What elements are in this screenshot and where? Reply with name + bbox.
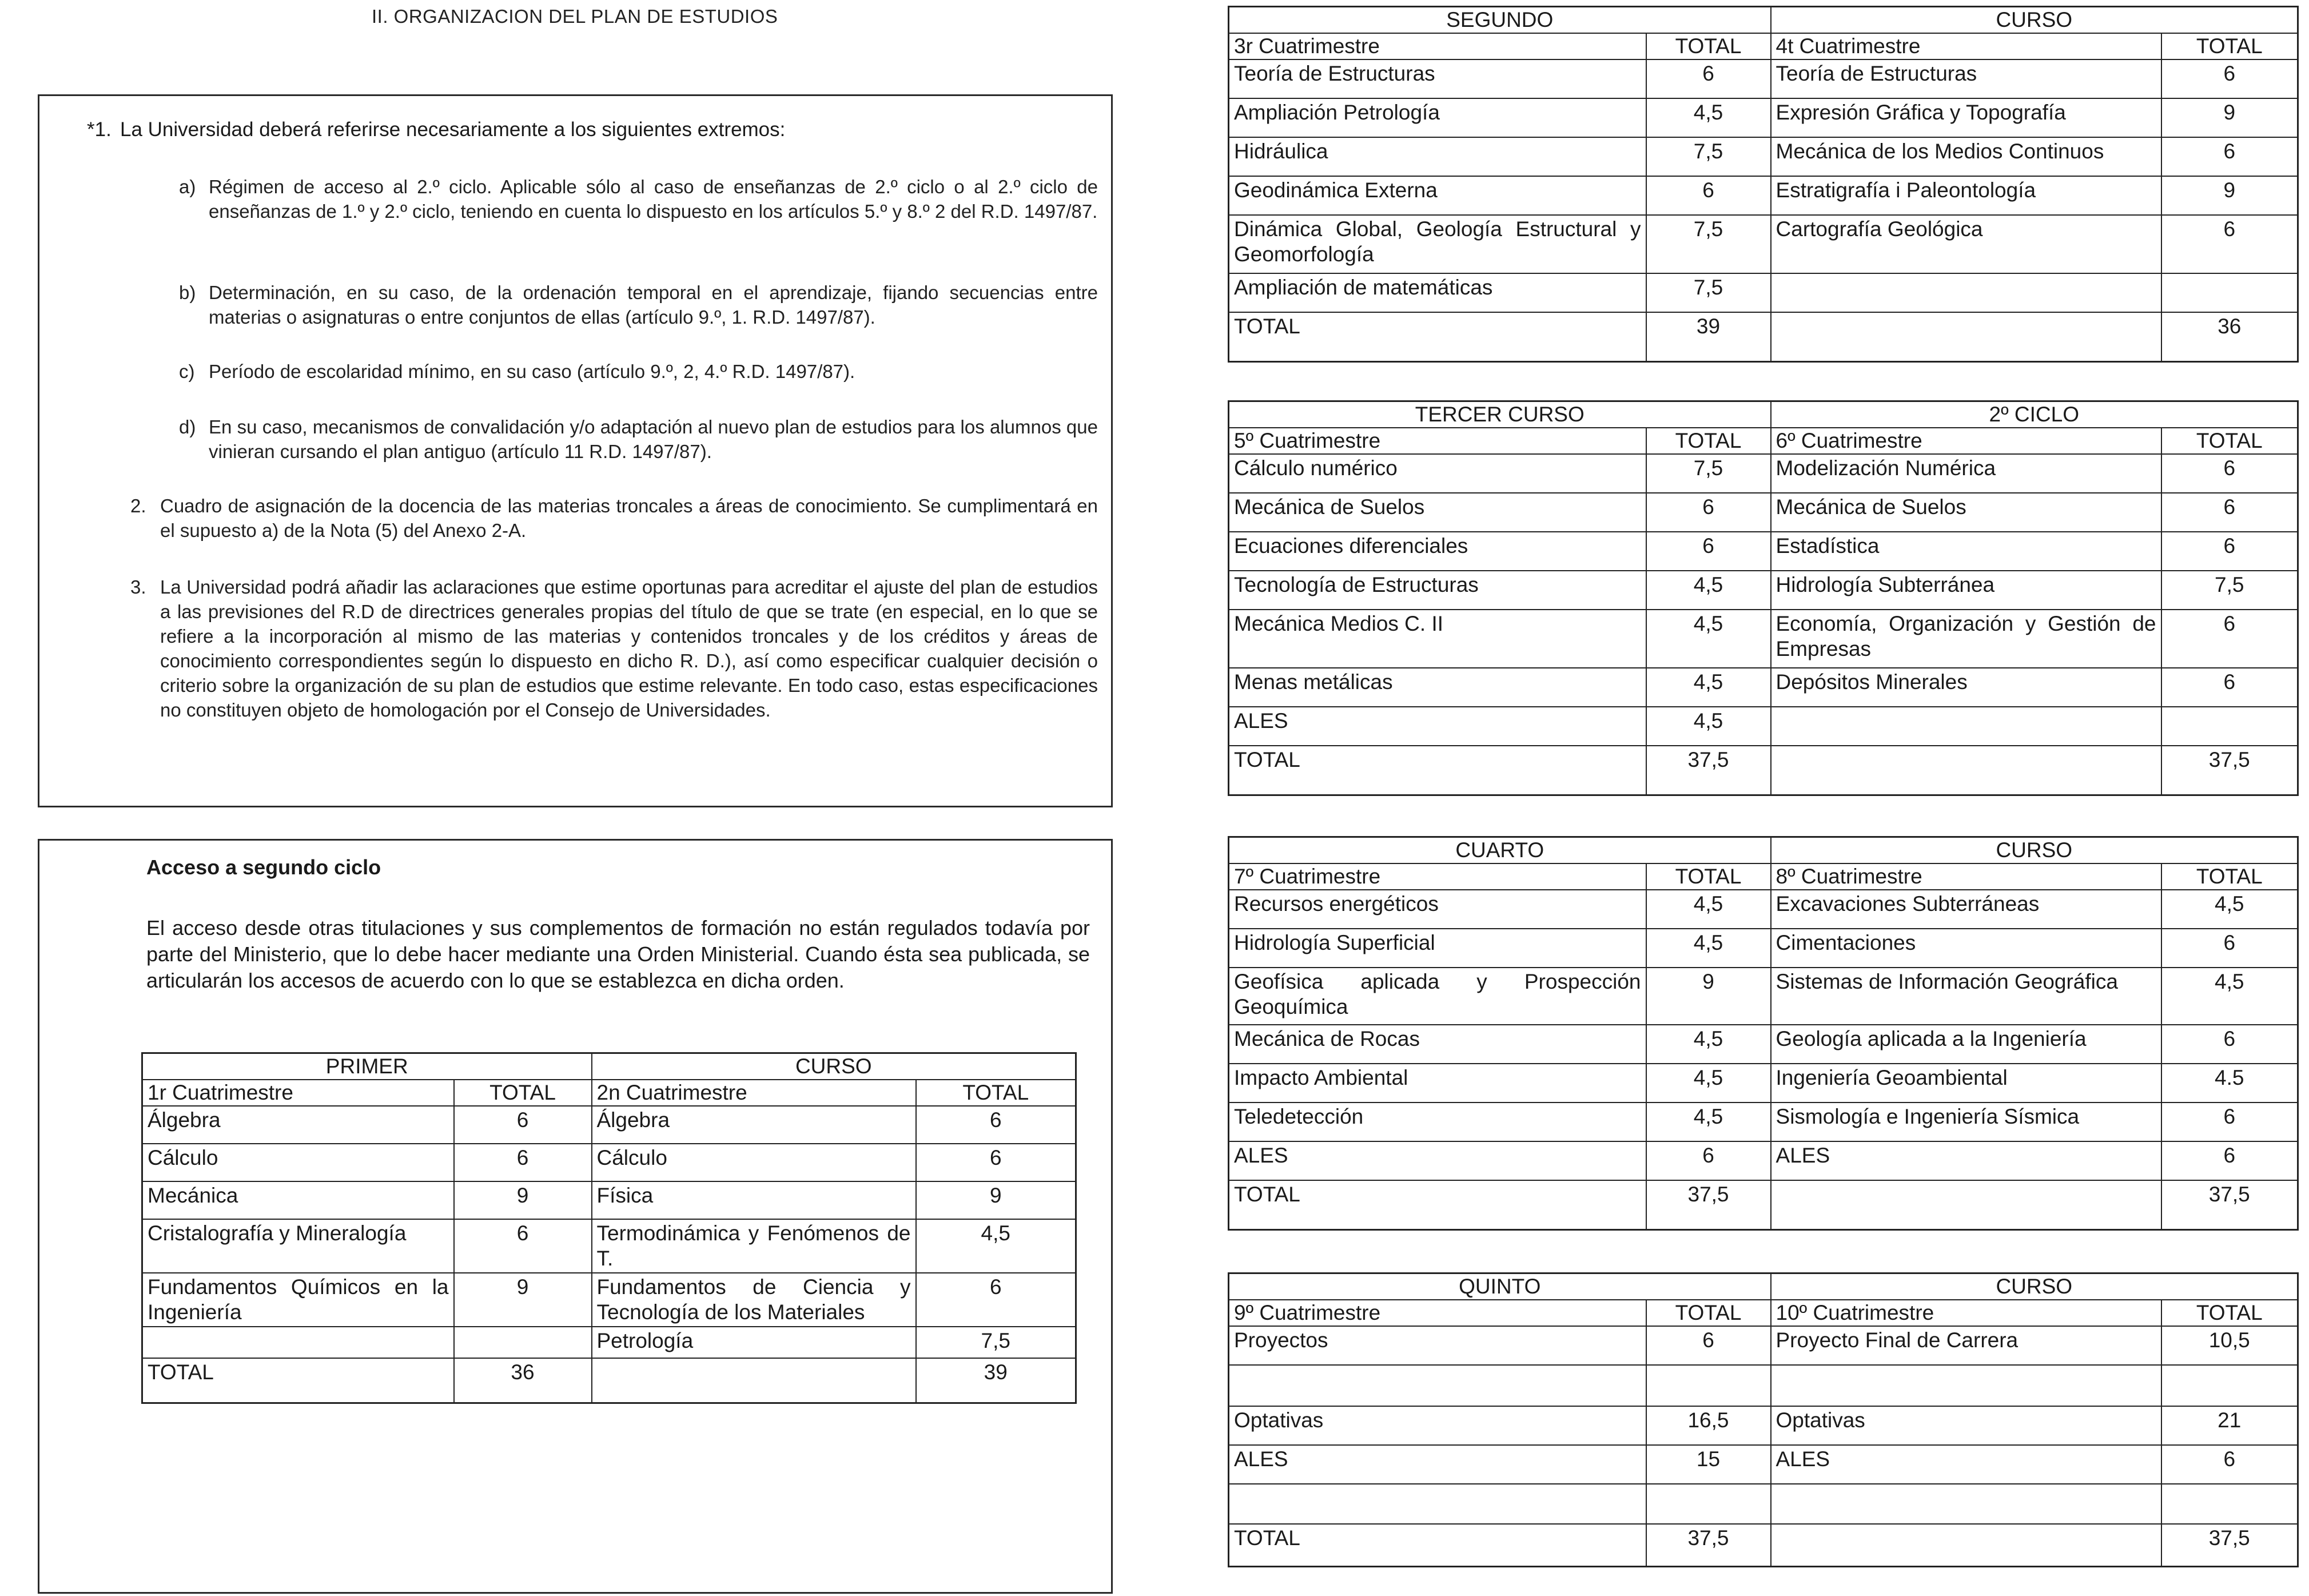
table-row <box>1229 1025 2298 1064</box>
subject-cell: Hidrología Superficial <box>1229 929 1646 968</box>
table-row <box>1229 929 2298 968</box>
course-header-right: CURSO <box>1771 1273 2298 1300</box>
credits-cell: 4,5 <box>2161 968 2298 1025</box>
subject-cell: Cristalografía y Mineralogía <box>142 1219 454 1273</box>
credits-cell <box>1646 1484 1771 1524</box>
total-header: TOTAL <box>2161 1300 2298 1326</box>
note-3 <box>130 575 1098 722</box>
subject-cell: Depósitos Minerales <box>1771 668 2161 707</box>
subject-cell: Cálculo <box>592 1144 916 1181</box>
total-header: TOTAL <box>1646 33 1771 59</box>
semester-label: 9º Cuatrimestre <box>1229 1300 1646 1326</box>
credits-cell: 9 <box>2161 176 2298 215</box>
credits-cell: 4,5 <box>1646 1025 1771 1064</box>
subject-cell <box>1771 1180 2161 1229</box>
subject-cell: Modelización Numérica <box>1771 454 2161 493</box>
credits-cell <box>2161 1484 2298 1524</box>
credits-cell <box>2161 273 2298 312</box>
note-d-text: En su caso, mecanismos de convalidación y/o adaptación al nuevo plan de estudios para los alumnos que vinieran cursando el plan antiguo (artículo 11 R.D. 1497/87). <box>209 416 1098 462</box>
semester-label: 8º Cuatrimestre <box>1771 863 2161 890</box>
subject-cell: Sismología e Ingeniería Sísmica <box>1771 1103 2161 1141</box>
subject-cell: TOTAL <box>1229 1180 1646 1229</box>
table-row <box>142 1106 1076 1144</box>
table-row <box>1229 1484 2298 1524</box>
access-body: El acceso desde otras titulaciones y sus complementos de formación no están regulados todavía por parte del Ministerio, que lo debe hacer mediante una Orden Ministerial. Cuando ésta sea publicada, se articularán los accesos de acuerdo con lo que se establezca en dicha orden. <box>146 916 1090 992</box>
subject-cell <box>1771 1524 2161 1566</box>
subject-cell <box>1771 707 2161 746</box>
total-header: TOTAL <box>2161 428 2298 454</box>
course-header-left: SEGUNDO <box>1229 7 1771 34</box>
note-3-label: 3. <box>130 576 146 598</box>
semester-label: 4t Cuatrimestre <box>1771 33 2161 59</box>
credits-cell: 6 <box>454 1219 592 1273</box>
subject-cell: Geodinámica Externa <box>1229 176 1646 215</box>
total-header: TOTAL <box>1646 1300 1771 1326</box>
table-row <box>1229 610 2298 668</box>
table-row <box>1229 1445 2298 1484</box>
semester-label: 2n Cuatrimestre <box>592 1080 916 1106</box>
subject-cell <box>1771 273 2161 312</box>
credits-cell: 37,5 <box>2161 1524 2298 1566</box>
credits-cell: 39 <box>1646 312 1771 361</box>
credits-cell: 37,5 <box>1646 1180 1771 1229</box>
credits-cell: 6 <box>454 1144 592 1181</box>
credits-cell: 4,5 <box>1646 610 1771 668</box>
subject-cell: Expresión Gráfica y Topografía <box>1771 98 2161 137</box>
total-header: TOTAL <box>1646 863 1771 890</box>
subject-cell: Mecánica de Suelos <box>1229 493 1646 532</box>
course-header-right: CURSO <box>592 1053 1076 1080</box>
subject-cell <box>1771 312 2161 361</box>
credits-cell: 6 <box>2161 454 2298 493</box>
note-3-text: La Universidad podrá añadir las aclaraciones que estime oportunas para acreditar el ajuste del plan de estudios a las previsiones del R.D de directrices generales propias del título de que se trate (en especial, en lo que se refiere a la incorporación al mismo de las materias y contenidos troncales y de los créditos y áreas de conocimiento correspondientes según lo dispuesto en dicho R. D.), así como especificar cualquier decisión o criterio sobre la organización de su plan de estudios que estime relevante. En todo caso, estas especificaciones no constituyen objeto de homologación por el Consejo de Universidades. <box>160 576 1098 721</box>
credits-cell: 6 <box>2161 1445 2298 1484</box>
credits-cell: 6 <box>454 1106 592 1144</box>
subject-cell: Tecnología de Estructuras <box>1229 571 1646 610</box>
page-header: II. ORGANIZACION DEL PLAN DE ESTUDIOS <box>372 6 778 27</box>
subject-cell: Geofísica aplicada y Prospección Geoquímica <box>1229 968 1646 1025</box>
credits-cell <box>2161 707 2298 746</box>
subject-cell <box>592 1358 916 1403</box>
table-row <box>1229 890 2298 929</box>
table-quinto-curso <box>1228 1272 2299 1567</box>
subject-cell: Álgebra <box>592 1106 916 1144</box>
subject-cell: ALES <box>1229 1445 1646 1484</box>
access-title: Acceso a segundo ciclo <box>146 855 381 879</box>
table-segundo-curso <box>1228 6 2299 363</box>
table-row <box>1229 273 2298 312</box>
table-row <box>1229 968 2298 1025</box>
subject-cell <box>1771 1484 2161 1524</box>
subject-cell: Mecánica <box>142 1181 454 1219</box>
credits-cell: 9 <box>1646 968 1771 1025</box>
credits-cell: 6 <box>1646 59 1771 98</box>
note-c <box>179 359 1098 384</box>
table-row <box>1229 59 2298 98</box>
table-row <box>1229 176 2298 215</box>
note-c-text: Período de escolaridad mínimo, en su caso (artículo 9.º, 2, 4.º R.D. 1497/87). <box>209 361 855 382</box>
table-row <box>1229 1406 2298 1445</box>
table-row <box>1229 215 2298 273</box>
subject-cell: Ingeniería Geoambiental <box>1771 1064 2161 1103</box>
credits-cell: 6 <box>2161 215 2298 273</box>
subject-cell: Cimentaciones <box>1771 929 2161 968</box>
subject-cell: Geología aplicada a la Ingeniería <box>1771 1025 2161 1064</box>
table-row <box>1229 1064 2298 1103</box>
subject-cell: Álgebra <box>142 1106 454 1144</box>
table-row <box>1229 137 2298 176</box>
credits-cell: 6 <box>2161 137 2298 176</box>
credits-cell: 6 <box>1646 176 1771 215</box>
subject-cell: Economía, Organización y Gestión de Empresas <box>1771 610 2161 668</box>
table-primer-curso <box>141 1052 1077 1404</box>
note-b <box>179 280 1098 329</box>
table-row <box>1229 746 2298 795</box>
subject-cell: Cálculo <box>142 1144 454 1181</box>
credits-cell: 9 <box>916 1181 1076 1219</box>
credits-cell: 6 <box>2161 532 2298 571</box>
subject-cell: Menas metálicas <box>1229 668 1646 707</box>
credits-cell: 9 <box>454 1181 592 1219</box>
subject-cell: Cartografía Geológica <box>1771 215 2161 273</box>
subject-cell: Mecánica de los Medios Continuos <box>1771 137 2161 176</box>
credits-cell: 6 <box>2161 929 2298 968</box>
note-a-text: Régimen de acceso al 2.º ciclo. Aplicable sólo al caso de enseñanzas de 2.º ciclo o al 2.º ciclo de enseñanzas de 1.º y 2.º ciclo, teniendo en cuenta lo dispuesto en los artículos 5.º y 8.º 2 del R.D. 1497/87. <box>209 176 1098 222</box>
credits-cell: 37,5 <box>2161 1180 2298 1229</box>
credits-cell: 7,5 <box>1646 215 1771 273</box>
table-row <box>142 1273 1076 1327</box>
table-row <box>142 1144 1076 1181</box>
note-2-text: Cuadro de asignación de la docencia de las materias troncales a áreas de conocimiento. Se cumplimentará en el supuesto a) de la Nota (5) del Anexo 2-A. <box>160 495 1098 541</box>
credits-cell: 6 <box>1646 1326 1771 1365</box>
subject-cell: Impacto Ambiental <box>1229 1064 1646 1103</box>
subject-cell: Hidráulica <box>1229 137 1646 176</box>
subject-cell: TOTAL <box>1229 312 1646 361</box>
credits-cell <box>454 1327 592 1358</box>
subject-cell <box>1771 1365 2161 1406</box>
credits-cell: 4,5 <box>1646 890 1771 929</box>
subject-cell: Mecánica de Rocas <box>1229 1025 1646 1064</box>
credits-cell: 6 <box>1646 1141 1771 1180</box>
subject-cell: Ampliación de matemáticas <box>1229 273 1646 312</box>
credits-cell: 37,5 <box>1646 1524 1771 1566</box>
table-row <box>1229 98 2298 137</box>
table-row <box>1229 1524 2298 1566</box>
subject-cell: Optativas <box>1771 1406 2161 1445</box>
semester-label: 10º Cuatrimestre <box>1771 1300 2161 1326</box>
subject-cell: Recursos energéticos <box>1229 890 1646 929</box>
credits-cell: 7,5 <box>2161 571 2298 610</box>
subject-cell: Sistemas de Información Geográfica <box>1771 968 2161 1025</box>
total-header: TOTAL <box>1646 428 1771 454</box>
credits-cell: 7,5 <box>916 1327 1076 1358</box>
credits-cell: 21 <box>2161 1406 2298 1445</box>
subject-cell: Excavaciones Subterráneas <box>1771 890 2161 929</box>
subject-cell: Optativas <box>1229 1406 1646 1445</box>
subject-cell: Estratigrafía i Paleontología <box>1771 176 2161 215</box>
table-row <box>1229 1365 2298 1406</box>
credits-cell: 16,5 <box>1646 1406 1771 1445</box>
semester-label: 7º Cuatrimestre <box>1229 863 1646 890</box>
subject-cell: Teoría de Estructuras <box>1229 59 1646 98</box>
credits-cell: 6 <box>916 1273 1076 1327</box>
credits-cell: 7,5 <box>1646 454 1771 493</box>
credits-cell: 7,5 <box>1646 273 1771 312</box>
subject-cell: ALES <box>1771 1141 2161 1180</box>
total-header: TOTAL <box>916 1080 1076 1106</box>
table-row <box>1229 1141 2298 1180</box>
table-tercer-curso <box>1228 400 2299 796</box>
credits-cell: 6 <box>1646 532 1771 571</box>
note-1-intro: La Universidad deberá referirse necesariamente a los siguientes extremos: <box>120 118 786 141</box>
course-header-right: 2º CICLO <box>1771 401 2298 428</box>
note-b-text: Determinación, en su caso, de la ordenación temporal en el aprendizaje, fijando secuencias entre materias o asignaturas o entre conjuntos de ellas (artículo 9.º, 1. R.D. 1497/87). <box>209 282 1098 328</box>
course-header-right: CURSO <box>1771 7 2298 34</box>
credits-cell: 15 <box>1646 1445 1771 1484</box>
table-row <box>1229 1103 2298 1141</box>
table-row <box>1229 493 2298 532</box>
subject-cell: Fundamentos Químicos en la Ingeniería <box>142 1273 454 1327</box>
table-row <box>142 1358 1076 1403</box>
subject-cell: Teledetección <box>1229 1103 1646 1141</box>
credits-cell: 6 <box>916 1144 1076 1181</box>
subject-cell: TOTAL <box>1229 1524 1646 1566</box>
credits-cell: 6 <box>2161 1141 2298 1180</box>
note-d <box>179 415 1098 464</box>
credits-cell <box>1646 1365 1771 1406</box>
course-header-right: CURSO <box>1771 837 2298 864</box>
subject-cell: Termodinámica y Fenómenos de T. <box>592 1219 916 1273</box>
subject-cell: Mecánica Medios C. II <box>1229 610 1646 668</box>
credits-cell <box>2161 1365 2298 1406</box>
credits-cell: 37,5 <box>2161 746 2298 795</box>
table-row <box>142 1327 1076 1358</box>
credits-cell: 10,5 <box>2161 1326 2298 1365</box>
credits-cell: 36 <box>2161 312 2298 361</box>
total-header: TOTAL <box>2161 33 2298 59</box>
course-header-left: PRIMER <box>142 1053 592 1080</box>
table-row <box>1229 571 2298 610</box>
subject-cell: ALES <box>1229 1141 1646 1180</box>
subject-cell: Mecánica de Suelos <box>1771 493 2161 532</box>
credits-cell: 4,5 <box>916 1219 1076 1273</box>
subject-cell: Estadística <box>1771 532 2161 571</box>
table-row <box>1229 707 2298 746</box>
note-a-label: a) <box>179 176 196 197</box>
credits-cell: 4,5 <box>1646 98 1771 137</box>
credits-cell: 39 <box>916 1358 1076 1403</box>
credits-cell: 6 <box>2161 668 2298 707</box>
table-row <box>142 1219 1076 1273</box>
note-c-label: c) <box>179 361 195 382</box>
subject-cell <box>1229 1365 1646 1406</box>
semester-label: 1r Cuatrimestre <box>142 1080 454 1106</box>
credits-cell: 6 <box>2161 493 2298 532</box>
credits-cell: 6 <box>1646 493 1771 532</box>
note-2 <box>130 493 1098 543</box>
note-1-number: *1. <box>87 118 112 141</box>
credits-cell: 7,5 <box>1646 137 1771 176</box>
credits-cell: 4,5 <box>2161 890 2298 929</box>
subject-cell: Proyectos <box>1229 1326 1646 1365</box>
credits-cell: 4,5 <box>1646 1103 1771 1141</box>
subject-cell: TOTAL <box>1229 746 1646 795</box>
credits-cell: 37,5 <box>1646 746 1771 795</box>
subject-cell: Petrología <box>592 1327 916 1358</box>
credits-cell: 4,5 <box>1646 1064 1771 1103</box>
credits-cell: 6 <box>2161 59 2298 98</box>
note-d-label: d) <box>179 416 196 437</box>
semester-label: 3r Cuatrimestre <box>1229 33 1646 59</box>
credits-cell: 4,5 <box>1646 668 1771 707</box>
table-row <box>1229 454 2298 493</box>
table-row <box>1229 312 2298 361</box>
subject-cell <box>142 1327 454 1358</box>
table-row <box>1229 532 2298 571</box>
credits-cell: 6 <box>916 1106 1076 1144</box>
table-row <box>1229 668 2298 707</box>
subject-cell: Teoría de Estructuras <box>1771 59 2161 98</box>
subject-cell: Fundamentos de Ciencia y Tecnología de los Materiales <box>592 1273 916 1327</box>
table-row <box>1229 1326 2298 1365</box>
total-header: TOTAL <box>2161 863 2298 890</box>
table-cuarto-curso <box>1228 836 2299 1231</box>
credits-cell: 4.5 <box>2161 1064 2298 1103</box>
subject-cell: Física <box>592 1181 916 1219</box>
subject-cell: Ecuaciones diferenciales <box>1229 532 1646 571</box>
note-2-label: 2. <box>130 495 146 516</box>
credits-cell: 6 <box>2161 1103 2298 1141</box>
subject-cell: TOTAL <box>142 1358 454 1403</box>
total-header: TOTAL <box>454 1080 592 1106</box>
subject-cell: Ampliación Petrología <box>1229 98 1646 137</box>
credits-cell: 36 <box>454 1358 592 1403</box>
credits-cell: 9 <box>2161 98 2298 137</box>
subject-cell: Dinámica Global, Geología Estructural y Geomorfología <box>1229 215 1646 273</box>
note-a <box>179 174 1098 224</box>
subject-cell: Cálculo numérico <box>1229 454 1646 493</box>
subject-cell: ALES <box>1771 1445 2161 1484</box>
subject-cell: ALES <box>1229 707 1646 746</box>
note-b-label: b) <box>179 282 196 303</box>
subject-cell: Hidrología Subterránea <box>1771 571 2161 610</box>
credits-cell: 4,5 <box>1646 929 1771 968</box>
course-header-left: TERCER CURSO <box>1229 401 1771 428</box>
course-header-left: QUINTO <box>1229 1273 1771 1300</box>
course-header-left: CUARTO <box>1229 837 1771 864</box>
subject-cell <box>1229 1484 1646 1524</box>
subject-cell: Proyecto Final de Carrera <box>1771 1326 2161 1365</box>
table-row <box>142 1181 1076 1219</box>
credits-cell: 9 <box>454 1273 592 1327</box>
table-row <box>1229 1180 2298 1229</box>
credits-cell: 6 <box>2161 610 2298 668</box>
semester-label: 5º Cuatrimestre <box>1229 428 1646 454</box>
credits-cell: 6 <box>2161 1025 2298 1064</box>
credits-cell: 4,5 <box>1646 571 1771 610</box>
subject-cell <box>1771 746 2161 795</box>
credits-cell: 4,5 <box>1646 707 1771 746</box>
semester-label: 6º Cuatrimestre <box>1771 428 2161 454</box>
